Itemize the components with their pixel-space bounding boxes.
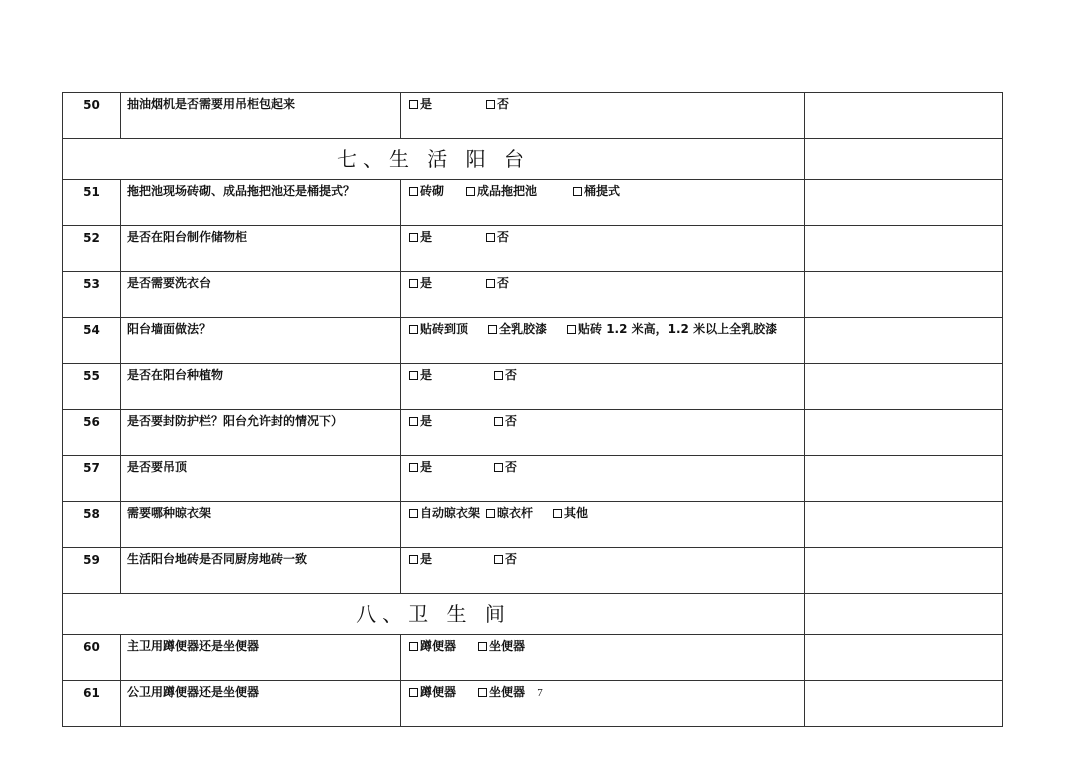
checkbox-icon[interactable] <box>409 509 418 518</box>
checkbox-icon[interactable] <box>494 371 503 380</box>
options-cell <box>401 272 805 318</box>
question-text: 需要哪种晾衣架 <box>121 502 401 548</box>
remarks-cell[interactable] <box>805 139 1003 180</box>
table-row <box>63 502 1003 548</box>
checkbox-option[interactable] <box>409 230 432 244</box>
question-text: 抽油烟机是否需要用吊柜包起来 <box>121 93 401 139</box>
checkbox-icon[interactable] <box>409 371 418 380</box>
checkbox-label: 坐便器 <box>489 639 526 653</box>
checkbox-label: 自动晾衣架 <box>420 506 481 520</box>
checkbox-label: 是 <box>420 368 433 382</box>
checkbox-label: 桶提式 <box>584 184 621 198</box>
table-row <box>63 180 1003 226</box>
checkbox-icon[interactable] <box>486 233 495 242</box>
table-row <box>63 226 1003 272</box>
options-cell <box>401 364 805 410</box>
checkbox-label: 是 <box>420 460 433 474</box>
table-row <box>63 548 1003 594</box>
remarks-cell[interactable] <box>805 635 1003 681</box>
checkbox-icon[interactable] <box>486 100 495 109</box>
checkbox-option[interactable] <box>409 368 432 382</box>
item-number: 50 <box>63 93 121 139</box>
checkbox-icon[interactable] <box>409 463 418 472</box>
remarks-cell[interactable] <box>805 548 1003 594</box>
checkbox-label: 贴砖 1.2 米高，1.2 米以上全乳胶漆 <box>578 322 778 336</box>
checkbox-icon[interactable] <box>553 509 562 518</box>
checkbox-icon[interactable] <box>478 642 487 651</box>
checkbox-label: 是 <box>420 276 433 290</box>
checkbox-label: 全乳胶漆 <box>499 322 548 336</box>
question-text: 是否在阳台种植物 <box>121 364 401 410</box>
remarks-cell[interactable] <box>805 502 1003 548</box>
section-title: 七、生 活 阳 台 <box>63 139 805 180</box>
question-text: 拖把池现场砖砌、成品拖把池还是桶提式？ <box>121 180 401 226</box>
checkbox-label: 否 <box>497 97 510 111</box>
remarks-cell[interactable] <box>805 226 1003 272</box>
item-number: 52 <box>63 226 121 272</box>
checkbox-icon[interactable] <box>573 187 582 196</box>
question-text: 阳台墙面做法？ <box>121 318 401 364</box>
checkbox-label: 是 <box>420 230 433 244</box>
checkbox-label: 其他 <box>564 506 589 520</box>
item-number: 58 <box>63 502 121 548</box>
table-row <box>63 272 1003 318</box>
checkbox-option[interactable] <box>409 552 432 566</box>
remarks-cell[interactable] <box>805 318 1003 364</box>
checkbox-icon[interactable] <box>409 417 418 426</box>
checkbox-icon[interactable] <box>486 279 495 288</box>
options-cell <box>401 635 805 681</box>
checkbox-option[interactable] <box>478 639 525 653</box>
options-cell <box>401 410 805 456</box>
remarks-cell[interactable] <box>805 272 1003 318</box>
question-text: 生活阳台地砖是否同厨房地砖一致 <box>121 548 401 594</box>
table-row <box>63 456 1003 502</box>
item-number: 61 <box>63 681 121 727</box>
checkbox-label: 蹲便器 <box>420 639 457 653</box>
question-text: 是否要吊顶 <box>121 456 401 502</box>
section-title: 八、卫 生 间 <box>63 594 805 635</box>
checkbox-option[interactable] <box>494 368 517 382</box>
checkbox-option[interactable] <box>466 184 537 198</box>
remarks-cell[interactable] <box>805 410 1003 456</box>
checkbox-option[interactable] <box>573 184 620 198</box>
options-cell <box>401 456 805 502</box>
question-text: 主卫用蹲便器还是坐便器 <box>121 635 401 681</box>
checkbox-label: 晾衣杆 <box>497 506 534 520</box>
remarks-cell[interactable] <box>805 93 1003 139</box>
checkbox-icon[interactable] <box>486 509 495 518</box>
checkbox-option[interactable] <box>494 414 517 428</box>
item-number: 60 <box>63 635 121 681</box>
options-cell <box>401 93 805 139</box>
section-header-row <box>63 139 1003 180</box>
checkbox-icon[interactable] <box>488 325 497 334</box>
item-number: 54 <box>63 318 121 364</box>
checkbox-option[interactable] <box>409 322 468 336</box>
checkbox-option[interactable] <box>409 276 432 290</box>
question-text: 公卫用蹲便器还是坐便器 <box>121 681 401 727</box>
checkbox-label: 否 <box>505 368 518 382</box>
remarks-cell[interactable] <box>805 180 1003 226</box>
checkbox-option[interactable] <box>486 230 509 244</box>
options-cell <box>401 318 805 364</box>
page-number: 7 <box>537 687 543 699</box>
checkbox-option[interactable] <box>486 97 509 111</box>
checkbox-label: 蹲便器 <box>420 685 457 699</box>
item-number: 53 <box>63 272 121 318</box>
table-row <box>63 410 1003 456</box>
checkbox-label: 砖砌 <box>420 184 445 198</box>
checkbox-icon[interactable] <box>409 233 418 242</box>
checkbox-icon[interactable] <box>409 279 418 288</box>
checkbox-label: 否 <box>497 230 510 244</box>
item-number: 59 <box>63 548 121 594</box>
checkbox-option[interactable] <box>494 460 517 474</box>
checkbox-label: 否 <box>497 276 510 290</box>
checkbox-option[interactable] <box>409 506 480 520</box>
questionnaire-table <box>62 92 1003 727</box>
checkbox-option[interactable] <box>567 322 777 336</box>
table-row <box>63 635 1003 681</box>
remarks-cell[interactable] <box>805 364 1003 410</box>
checkbox-option[interactable] <box>409 184 444 198</box>
checkbox-label: 是 <box>420 552 433 566</box>
checkbox-option[interactable] <box>494 552 517 566</box>
options-cell <box>401 226 805 272</box>
checkbox-icon[interactable] <box>494 555 503 564</box>
checkbox-label: 成品拖把池 <box>477 184 538 198</box>
checkbox-label: 贴砖到顶 <box>420 322 469 336</box>
checkbox-label: 是 <box>420 414 433 428</box>
table-row <box>63 318 1003 364</box>
questionnaire-body <box>63 93 1003 727</box>
checkbox-icon[interactable] <box>567 325 576 334</box>
checkbox-option[interactable] <box>488 322 547 336</box>
question-text: 是否在阳台制作储物柜 <box>121 226 401 272</box>
checkbox-icon[interactable] <box>494 417 503 426</box>
options-cell <box>401 180 805 226</box>
remarks-cell[interactable] <box>805 594 1003 635</box>
checkbox-icon[interactable] <box>466 187 475 196</box>
question-text: 是否要封防护栏？阳台允许封的情况下） <box>121 410 401 456</box>
checkbox-label: 是 <box>420 97 433 111</box>
table-row <box>63 364 1003 410</box>
checkbox-option[interactable] <box>486 506 533 520</box>
checkbox-icon[interactable] <box>409 642 418 651</box>
checkbox-option[interactable] <box>409 460 432 474</box>
question-text: 是否需要洗衣台 <box>121 272 401 318</box>
checkbox-option[interactable] <box>409 414 432 428</box>
checkbox-label: 否 <box>505 552 518 566</box>
checkbox-icon[interactable] <box>409 555 418 564</box>
checkbox-label: 否 <box>505 414 518 428</box>
item-number: 51 <box>63 180 121 226</box>
checkbox-option[interactable] <box>409 97 432 111</box>
checkbox-option[interactable] <box>409 639 456 653</box>
checkbox-icon[interactable] <box>409 325 418 334</box>
checkbox-label: 否 <box>505 460 518 474</box>
checkbox-icon[interactable] <box>494 463 503 472</box>
options-cell <box>401 548 805 594</box>
item-number: 56 <box>63 410 121 456</box>
checkbox-icon[interactable] <box>409 187 418 196</box>
item-number: 57 <box>63 456 121 502</box>
item-number: 55 <box>63 364 121 410</box>
checkbox-option[interactable] <box>486 276 509 290</box>
checkbox-option[interactable] <box>553 506 588 520</box>
remarks-cell[interactable] <box>805 456 1003 502</box>
checkbox-label: 坐便器 <box>489 685 526 699</box>
table-row <box>63 93 1003 139</box>
options-cell <box>401 502 805 548</box>
checkbox-icon[interactable] <box>409 100 418 109</box>
section-header-row <box>63 594 1003 635</box>
